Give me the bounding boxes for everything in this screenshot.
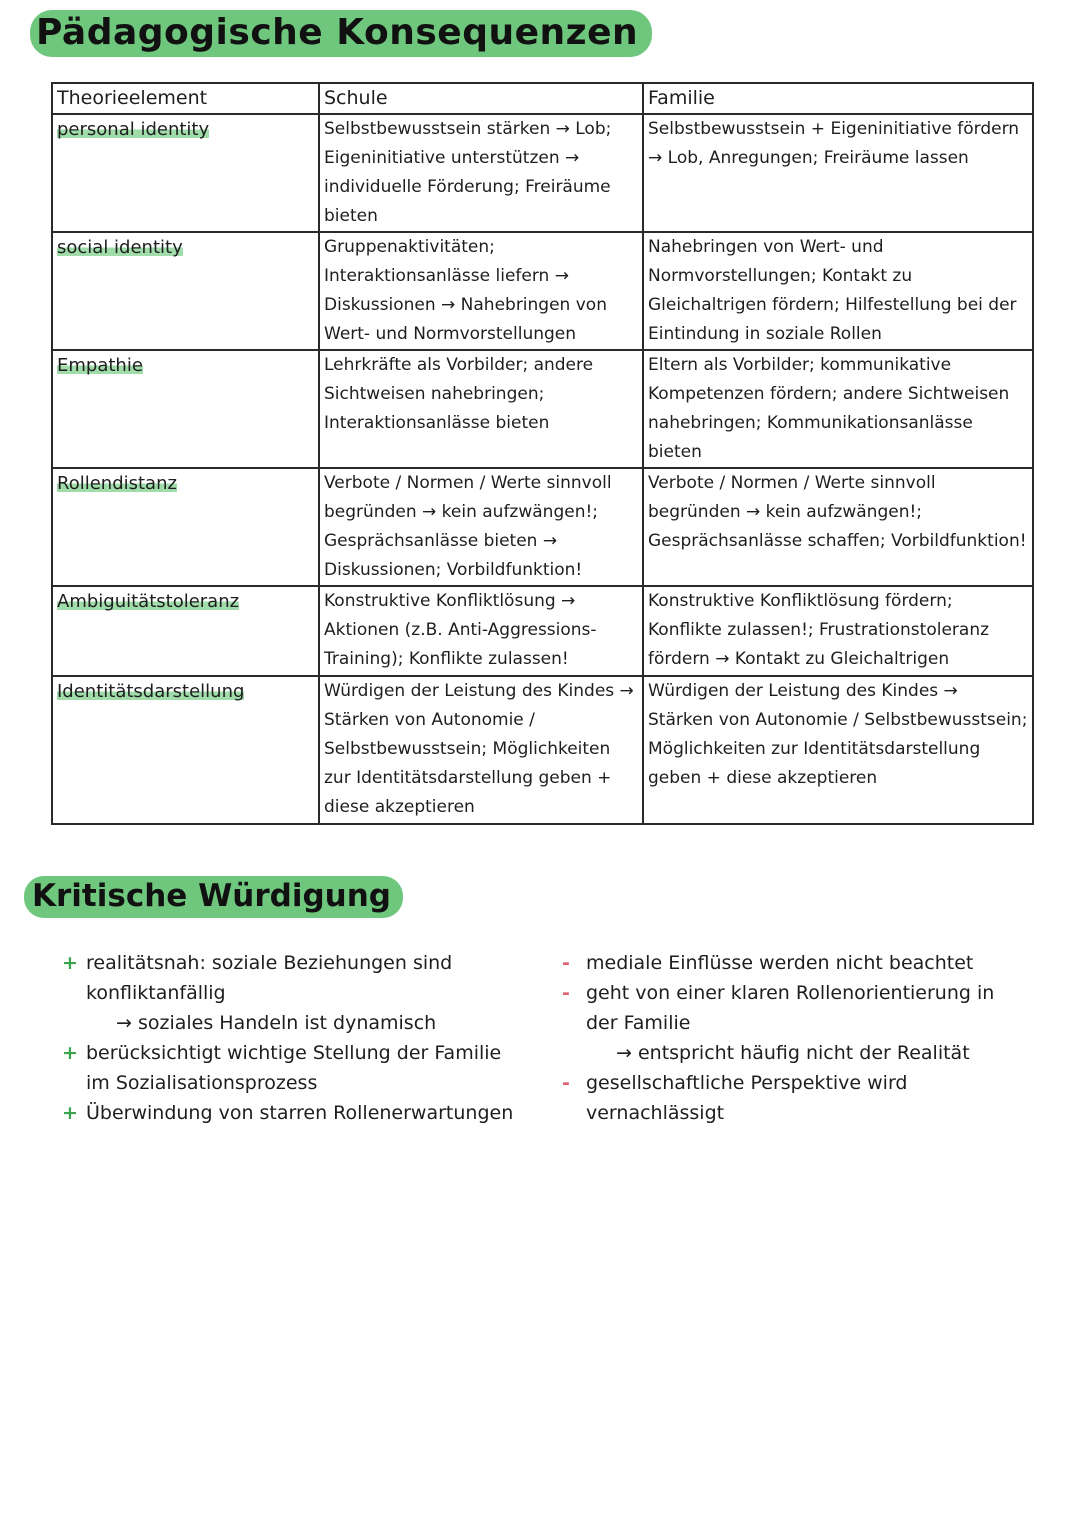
row-element: Identitätsdarstellung (52, 676, 319, 824)
table-row (52, 468, 1033, 586)
minus-mark: - (562, 982, 570, 1004)
list-item (560, 1068, 1030, 1128)
row-element: Ambiguitätstoleranz (52, 586, 319, 676)
row-familie: Nahebringen von Wert- und Normvorstellungen; Kontakt zu Gleichaltrigen fördern; Hilfestellung bei der Eintindung in soziale Rollen (643, 232, 1033, 350)
row-element: Rollendistanz (52, 468, 319, 586)
critique-positives (60, 948, 530, 1128)
plus-mark: + (62, 1102, 78, 1124)
list-item (60, 1098, 530, 1128)
row-familie: Verbote / Normen / Werte sinnvoll begründen → kein aufzwängen!; Gesprächsanlässe schaffen; Vorbildfunktion! (643, 468, 1033, 586)
plus-mark: + (62, 1042, 78, 1064)
row-familie: Konstruktive Konfliktlösung fördern; Konflikte zulassen!; Frustrationstoleranz fördern → Kontakt zu Gleichaltrigen (643, 586, 1033, 676)
item-text: realitätsnah: soziale Beziehungen sind konfliktanfällig (86, 952, 453, 1004)
row-familie: Würdigen der Leistung des Kindes → Stärken von Autonomie / Selbstbewusstsein; Möglichkeiten zur Identitätsdarstellung geben + diese akzeptieren (643, 676, 1033, 824)
table-row (52, 232, 1033, 350)
list-item (60, 1038, 530, 1098)
minus-mark: - (562, 1072, 570, 1094)
row-schule: Lehrkräfte als Vorbilder; andere Sichtweisen nahebringen; Interaktionsanlässe bieten (319, 350, 643, 468)
item-subtext: → entspricht häufig nicht der Realität (616, 1042, 970, 1064)
page-title: Pädagogische Konsequenzen (30, 10, 652, 57)
row-element: Empathie (52, 350, 319, 468)
table-row (52, 586, 1033, 676)
list-item (60, 948, 530, 1038)
item-text: Überwindung von starren Rollenerwartungen (86, 1102, 514, 1124)
consequences-table (51, 82, 1034, 825)
list-item (560, 948, 1030, 978)
row-element: social identity (52, 232, 319, 350)
header-schule: Schule (319, 83, 643, 114)
table-row (52, 114, 1033, 232)
minus-mark: - (562, 952, 570, 974)
row-schule: Konstruktive Konfliktlösung → Aktionen (z.B. Anti-Aggressions-Training); Konflikte zulassen! (319, 586, 643, 676)
row-schule: Würdigen der Leistung des Kindes → Stärken von Autonomie / Selbstbewusstsein; Möglichkeiten zur Identitätsdarstellung geben + diese akzeptieren (319, 676, 643, 824)
table-row (52, 676, 1033, 824)
row-element: personal identity (52, 114, 319, 232)
item-text: geht von einer klaren Rollenorientierung in der Familie (586, 982, 995, 1034)
header-theorieelement: Theorieelement (52, 83, 319, 114)
item-text: gesellschaftliche Perspektive wird vernachlässigt (586, 1072, 908, 1124)
item-subtext: → soziales Handeln ist dynamisch (116, 1012, 437, 1034)
row-schule: Selbstbewusstsein stärken → Lob; Eigeninitiative unterstützen → individuelle Förderung; Freiräume bieten (319, 114, 643, 232)
critique-negatives (560, 948, 1030, 1128)
row-schule: Verbote / Normen / Werte sinnvoll begründen → kein aufzwängen!; Gesprächsanlässe bieten → Diskussionen; Vorbildfunktion! (319, 468, 643, 586)
row-familie: Selbstbewusstsein + Eigeninitiative fördern → Lob, Anregungen; Freiräume lassen (643, 114, 1033, 232)
list-item (560, 978, 1030, 1068)
critique-title: Kritische Würdigung (24, 876, 403, 918)
item-text: mediale Einflüsse werden nicht beachtet (586, 952, 974, 974)
plus-mark: + (62, 952, 78, 974)
item-text: berücksichtigt wichtige Stellung der Familie im Sozialisationsprozess (86, 1042, 502, 1094)
header-familie: Familie (643, 83, 1033, 114)
row-schule: Gruppenaktivitäten; Interaktionsanlässe liefern → Diskussionen → Nahebringen von Wert- und Normvorstellungen (319, 232, 643, 350)
row-familie: Eltern als Vorbilder; kommunikative Kompetenzen fördern; andere Sichtweisen nahebringen; Kommunikationsanlässe bieten (643, 350, 1033, 468)
table-header-row (52, 83, 1033, 114)
table-row (52, 350, 1033, 468)
